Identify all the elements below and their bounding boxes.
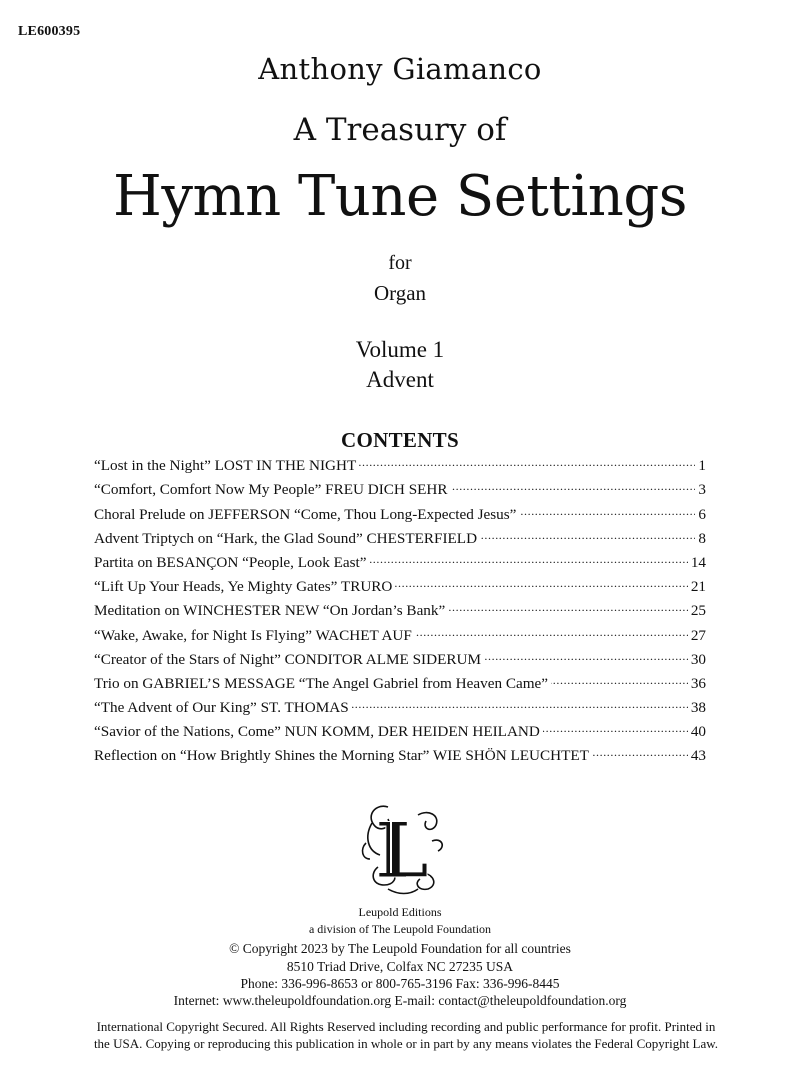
entry-title: “The Advent of Our King” ST. THOMAS bbox=[94, 699, 349, 717]
entry-title: “Lift Up Your Heads, Ye Mighty Gates” TRURO bbox=[94, 578, 393, 596]
leader-dots bbox=[451, 479, 695, 494]
title-line-1: A Treasury of bbox=[293, 112, 507, 148]
contents-heading: CONTENTS bbox=[341, 428, 459, 452]
contents-entry bbox=[94, 649, 706, 673]
entry-page: 27 bbox=[690, 626, 706, 644]
season-label: Advent bbox=[366, 367, 434, 392]
leader-dots bbox=[359, 455, 695, 470]
contents-entry bbox=[94, 479, 706, 503]
volume-label: Volume 1 bbox=[355, 337, 445, 362]
entry-page: 38 bbox=[690, 699, 706, 717]
contents-entry bbox=[94, 697, 706, 721]
contents-entry bbox=[94, 528, 706, 552]
entry-page: 8 bbox=[698, 529, 706, 547]
leader-dots bbox=[395, 576, 687, 591]
entry-page: 30 bbox=[690, 650, 706, 668]
publisher-division: a division of The Leupold Foundation bbox=[308, 922, 492, 936]
entry-title: Meditation on WINCHESTER NEW “On Jordan’s Bank” bbox=[94, 602, 446, 620]
entry-title: “Lost in the Night” LOST IN THE NIGHT bbox=[94, 457, 357, 475]
entry-title: “Creator of the Stars of Night” CONDITOR ALME SIDERUM bbox=[94, 650, 481, 668]
entry-title: Partita on BESANÇON “People, Look East” bbox=[94, 553, 367, 571]
leader-dots bbox=[352, 697, 688, 712]
copyright-line: © Copyright 2023 by The Leupold Foundation for all countries bbox=[229, 941, 571, 956]
legal-notice bbox=[86, 1018, 726, 1052]
entry-page: 36 bbox=[690, 674, 706, 692]
entry-page: 6 bbox=[698, 505, 706, 523]
entry-title: “Comfort, Comfort Now My People” FREU DICH SEHR bbox=[94, 481, 448, 499]
contents-entry bbox=[94, 624, 706, 648]
logo-letter: L bbox=[375, 806, 429, 895]
contents-entry bbox=[94, 745, 706, 769]
for-label: for bbox=[388, 252, 412, 274]
publisher-name: Leupold Editions bbox=[358, 905, 442, 919]
legal-line-1: International Copyright Secured. All Rights Reserved including recording and public performance for profit. Printed in bbox=[96, 1019, 716, 1034]
contents-entry bbox=[94, 503, 706, 527]
main-title: Hymn Tune Settings bbox=[113, 164, 687, 229]
entry-page: 1 bbox=[698, 457, 706, 475]
entry-page: 43 bbox=[690, 747, 706, 765]
leader-dots bbox=[448, 600, 688, 615]
leader-dots bbox=[415, 624, 688, 639]
leader-dots bbox=[519, 503, 695, 518]
contents-entry bbox=[94, 673, 706, 697]
leupold-logo-icon bbox=[358, 793, 450, 899]
leader-dots bbox=[592, 745, 688, 760]
contents-list bbox=[94, 455, 706, 769]
composer-name: Anthony Giamanco bbox=[258, 52, 542, 86]
leader-dots bbox=[543, 721, 688, 736]
entry-page: 14 bbox=[690, 553, 706, 571]
legal-line-2: the USA. Copying or reproducing this publication in whole or in part by any means violates the Federal Copyright Law. bbox=[93, 1036, 719, 1051]
leader-dots bbox=[480, 528, 695, 543]
publisher-address: 8510 Triad Drive, Colfax NC 27235 USA bbox=[286, 959, 514, 974]
publisher-web: Internet: www.theleupoldfoundation.org E-mail: contact@theleupoldfoundation.org bbox=[173, 993, 627, 1008]
entry-title: “Savior of the Nations, Come” NUN KOMM, DER HEIDEN HEILAND bbox=[94, 723, 540, 741]
catalog-number: LE600395 bbox=[18, 24, 81, 39]
entry-title: Choral Prelude on JEFFERSON “Come, Thou Long-Expected Jesus” bbox=[94, 505, 517, 523]
entry-title: “Wake, Awake, for Night Is Flying” WACHET AUF bbox=[94, 626, 412, 644]
entry-title: Advent Triptych on “Hark, the Glad Sound” CHESTERFIELD bbox=[94, 529, 478, 547]
entry-page: 40 bbox=[690, 723, 706, 741]
contents-entry bbox=[94, 600, 706, 624]
publisher-phones: Phone: 336-996-8653 or 800-765-3196 Fax: 336-996-8445 bbox=[240, 976, 560, 991]
entry-page: 21 bbox=[690, 578, 706, 596]
entry-title: Reflection on “How Brightly Shines the Morning Star” WIE SHÖN LEUCHTET bbox=[94, 747, 589, 765]
contents-entry bbox=[94, 455, 706, 479]
instrument: Organ bbox=[373, 281, 427, 305]
entry-title: Trio on GABRIEL’S MESSAGE “The Angel Gabriel from Heaven Came” bbox=[94, 674, 549, 692]
contents-entry bbox=[94, 576, 706, 600]
entry-page: 3 bbox=[698, 481, 706, 499]
leader-dots bbox=[370, 552, 688, 567]
leader-dots bbox=[484, 649, 688, 664]
leader-dots bbox=[551, 673, 688, 688]
entry-page: 25 bbox=[690, 602, 706, 620]
contents-entry bbox=[94, 721, 706, 745]
contents-entry bbox=[94, 552, 706, 576]
